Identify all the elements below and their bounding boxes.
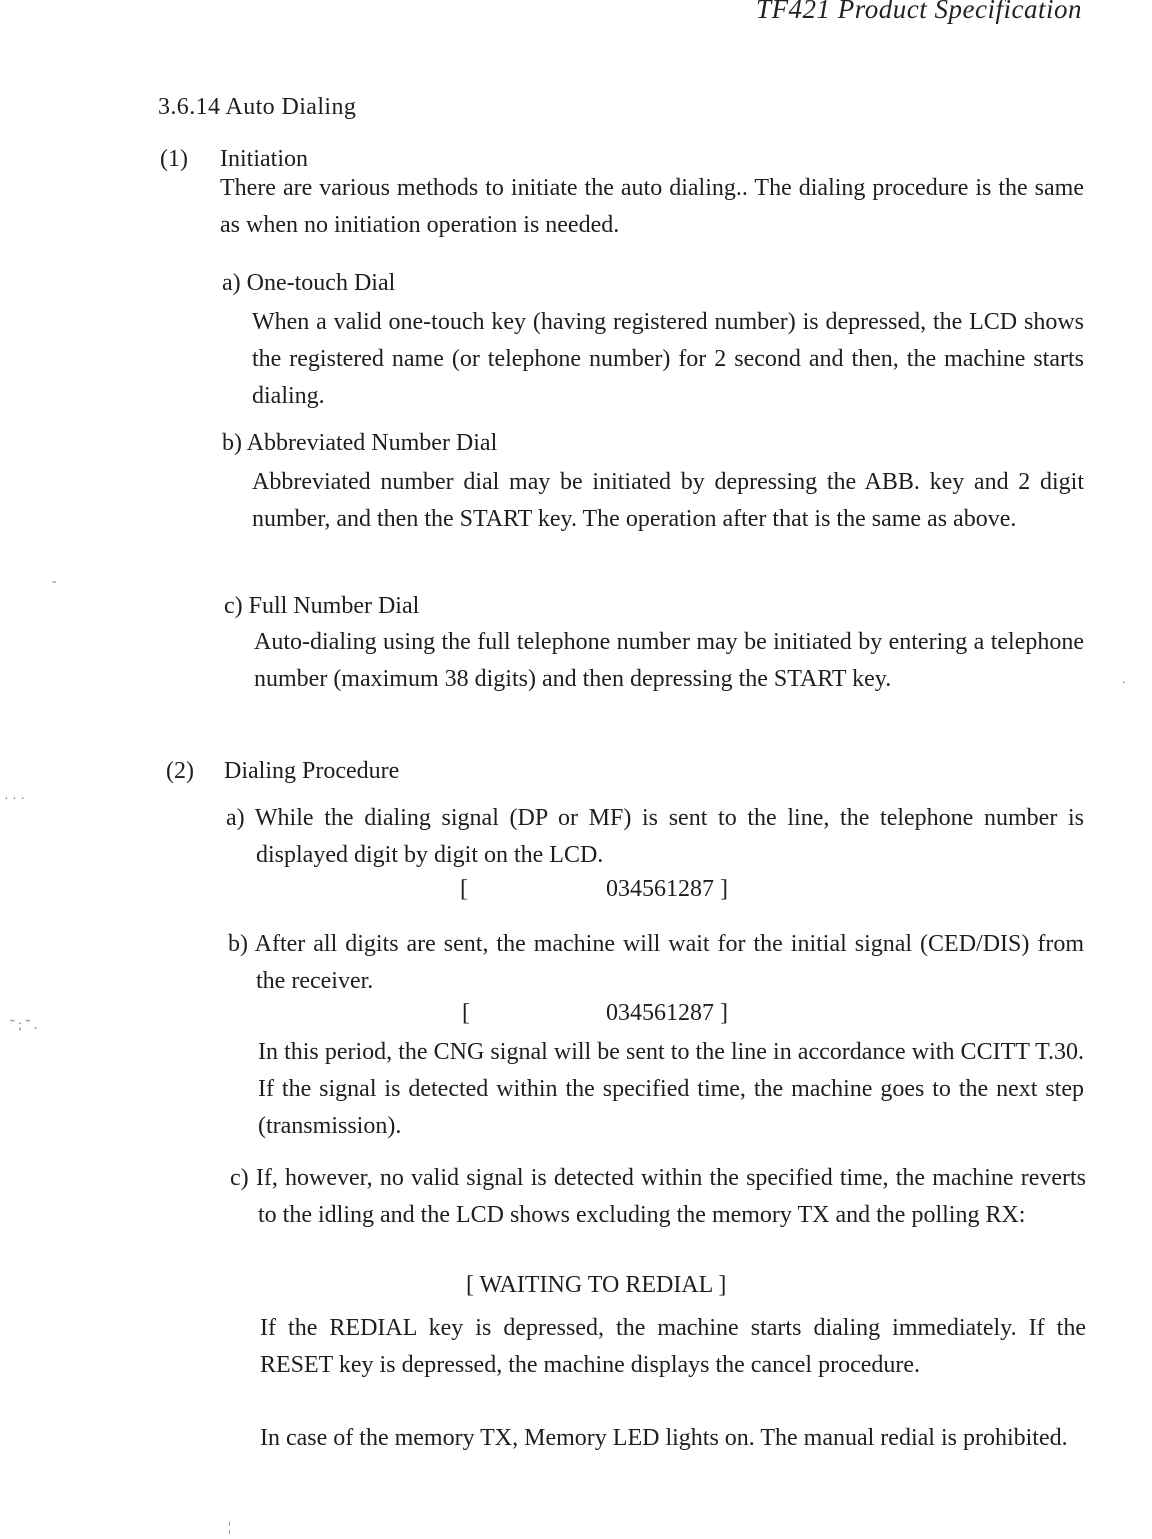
lcd-display-a: 034561287 ] (606, 876, 728, 902)
abbreviated-dial-heading: b) Abbreviated Number Dial (222, 430, 498, 456)
procedure-item-b-note: In this period, the CNG signal will be sent to the line in accordance with CCITT T.30. If the signal is detected within the specified time, the machine goes to the next step (transmission). (258, 1039, 1084, 1139)
scan-speck: · · · (4, 792, 25, 807)
procedure-number: (2) (166, 758, 194, 784)
initiation-heading: Initiation (220, 146, 308, 172)
initiation-number: (1) (160, 146, 188, 172)
procedure-item-c-note-memory: In case of the memory TX, Memory LED lights on. The manual redial is prohibited. (260, 1425, 1068, 1451)
full-number-dial-body: Auto-dialing using the full telephone number may be initiated by entering a telephone number (maximum 38 digits) and then depressing the START key. (254, 629, 1084, 692)
one-touch-dial-body: When a valid one-touch key (having registered number) is depressed, the LCD shows the registered name (or telephone number) for 2 second and then, the machine starts dialing. (252, 309, 1084, 409)
lcd-display-open-b: [ (462, 1000, 470, 1026)
scan-speck: - (52, 574, 57, 589)
procedure-heading: Dialing Procedure (224, 758, 400, 784)
scan-speck: ¦ (228, 1520, 231, 1535)
lcd-display-b: 034561287 ] (606, 1000, 728, 1026)
initiation-intro: There are various methods to initiate the auto dialing.. The dialing procedure is the same as when no initiation operation is needed. (220, 175, 1084, 238)
lcd-display-c: [ WAITING TO REDIAL ] (466, 1272, 727, 1298)
procedure-item-b: b) After all digits are sent, the machine will wait for the initial signal (CED/DIS) from the receiver. (228, 931, 1084, 994)
procedure-item-c: c) If, however, no valid signal is detected within the specified time, the machine reverts to the idling and the LCD shows excluding the memory TX and the polling RX: (230, 1165, 1086, 1228)
one-touch-dial-heading: a) One-touch Dial (222, 270, 396, 296)
abbreviated-dial-body: Abbreviated number dial may be initiated by depressing the ABB. key and 2 digit number, and then the START key. The operation after that is the same as above. (252, 469, 1084, 532)
full-number-dial-heading: c) Full Number Dial (224, 593, 420, 619)
section-title: 3.6.14 Auto Dialing (158, 94, 357, 120)
scan-speck: ˜ ; ˜ . (10, 1018, 38, 1033)
scan-speck: . (1122, 672, 1126, 687)
procedure-item-a: a) While the dialing signal (DP or MF) is sent to the line, the telephone number is displayed digit by digit on the LCD. (226, 805, 1084, 868)
running-header: TF421 Product Specification (756, 0, 1082, 24)
lcd-display-open-a: [ (460, 876, 468, 902)
procedure-item-c-note-redial: If the REDIAL key is depressed, the machine starts dialing immediately. If the RESET key is depressed, the machine displays the cancel procedure. (260, 1315, 1086, 1378)
